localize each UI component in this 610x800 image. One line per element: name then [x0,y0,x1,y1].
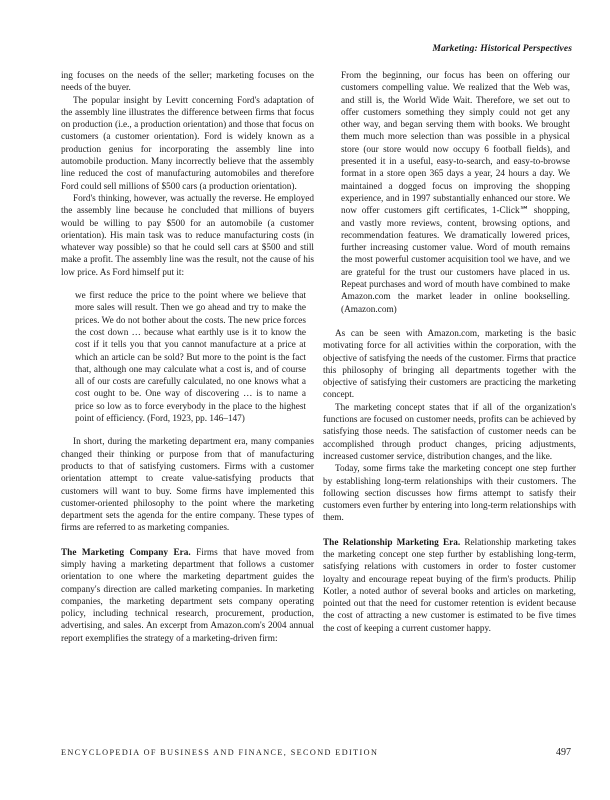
block-quote-text: we first reduce the price to the point where we believe that more sales will result. Then we go ahead and try to make the prices. We do not bother about the costs. The new price forces the cost down … because what earthly use is it to know the cost if it tells you that you cannot manufacture at a price at which an article can be sold? But more to the point is the fact that, although one may calculate what a cost is, and of course all of our costs are carefully calculated, no one knows what a cost ought to be. One way of discovering … is to name a price so low as to force everybody in the place to the highest point of efficiency. (Ford, 1923, pp. 146–147) [75,291,306,425]
paragraph: As can be seen with Amazon.com, marketing is the basic motivating force for all activities within the corporation, with the objective of satisfying the needs of the customer. Firms that practice this philosophy of bringing all departments together with the objective of satisfying their customers are practicing the marketing concept. [323,328,576,401]
paragraph: In short, during the marketing department era, many companies changed their thinking or purpose from that of manufacturing products to that of satisfying customers. Firms with a customer orientation attempt to create value-satisfying products that customers will want to buy. Some firms have implemented this customer-oriented philosophy to the point where the marketing department sets the agenda for the entire company. These types of firms are referred to as marketing companies. [61,437,314,534]
paragraph: Today, some firms take the marketing concept one step further by establishing long-term relationships with their customers. The following section discusses how firms attempt to satisfy their customers even further by entering into long-term relationships with them. [323,464,576,524]
paragraph: Ford's thinking, however, was actually the reverse. He employed the assembly line because he concluded that millions of buyers would be willing to pay $500 for an automobile (a customer orientation). His main task was to reduce manufacturing costs (in whatever way possible) so that he could sell cars at $500 and still make a profit. The assembly line was the result, not the cause of his low price. As Ford himself put it: [61,193,314,278]
book-title: ENCYCLOPEDIA OF BUSINESS AND FINANCE, SECOND EDITION [61,748,379,757]
paragraph: The marketing concept states that if all of the organization's functions are focused on customer needs, profits can be achieved by satisfying those needs. The satisfaction of customer needs can be accomplished through product changes, pricing adjustments, increased customer service, distribution changes, and the like. [323,402,576,462]
paragraph-text: Firms that have moved from simply having a marketing department that follows a customer orientation to one where the marketing department guides the company's direction are called marketing companies. In marketing companies, the marketing department sets company operating policy, including technical research, procurement, production, advertising, and sales. An excerpt from Amazon.com's 2004 annual report exemplifies the strategy of a marketing-driven firm: [61,547,315,644]
ford-block-quote [75,290,306,425]
paragraph: The popular insight by Levitt concerning Ford's adaptation of the assembly line illustrates the difference between firms that focus on production (i.e., a production orientation) and those that focus on customers (a customer orientation). Ford is widely known as a production genius for incorporating the assembly line into automobile production. Many incorrectly believe that the assembly line reduced the cost of manufacturing automobiles and therefore Ford could sell millions of $500 cars (a production orientation). [61,95,314,192]
section-heading: The Marketing Company Era. [61,547,191,558]
right-column [323,70,576,635]
paragraph: ing focuses on the needs of the seller; marketing focuses on the needs of the buyer. [61,71,314,94]
page-number: 497 [556,747,571,758]
section-paragraph [61,547,314,645]
left-column [61,70,314,645]
running-head: Marketing: Historical Perspectives [432,44,572,54]
section-heading: The Relationship Marketing Era. [323,537,461,548]
page-footer [61,748,571,757]
amazon-block-quote [341,70,570,316]
block-quote-text: From the beginning, our focus has been on offering our customers compelling value. We realized that the Web was, and still is, the World Wide Wait. Therefore, we set out to offer customers something they simply could not get any other way, and began serving them with books. We brought them much more selection than was possible in a physical store (our store would now occupy 6 football fields), and presented it in a useful, easy-to-search, and easy-to-browse format in a store open 365 days a year, 24 hours a day. We maintained a dogged focus on improving the shopping experience, and in 1997 substantially enhanced our store. We now offer customers gift certificates, 1-Click℠ shopping, and vastly more reviews, content, browsing options, and recommendation features. We dramatically lowered prices, further increasing customer value. Word of mouth remains the most powerful customer acquisition tool we have, and we are grateful for the trust our customers have placed in us. Repeat purchases and word of mouth have combined to make Amazon.com the market leader in online bookselling. (Amazon.com) [341,71,570,315]
paragraph-text: Relationship marketing takes the marketing concept one step further by establishing long-term, satisfying relations with customers in order to foster customer loyalty and encourage repeat buying of the firm's products. Philip Kotler, a noted author of several books and articles on marketing, pointed out that the need for customer retention is evident because the cost of attracting a new customer is estimated to be five times the cost of keeping a current customer happy. [323,537,576,634]
section-paragraph [323,537,576,635]
